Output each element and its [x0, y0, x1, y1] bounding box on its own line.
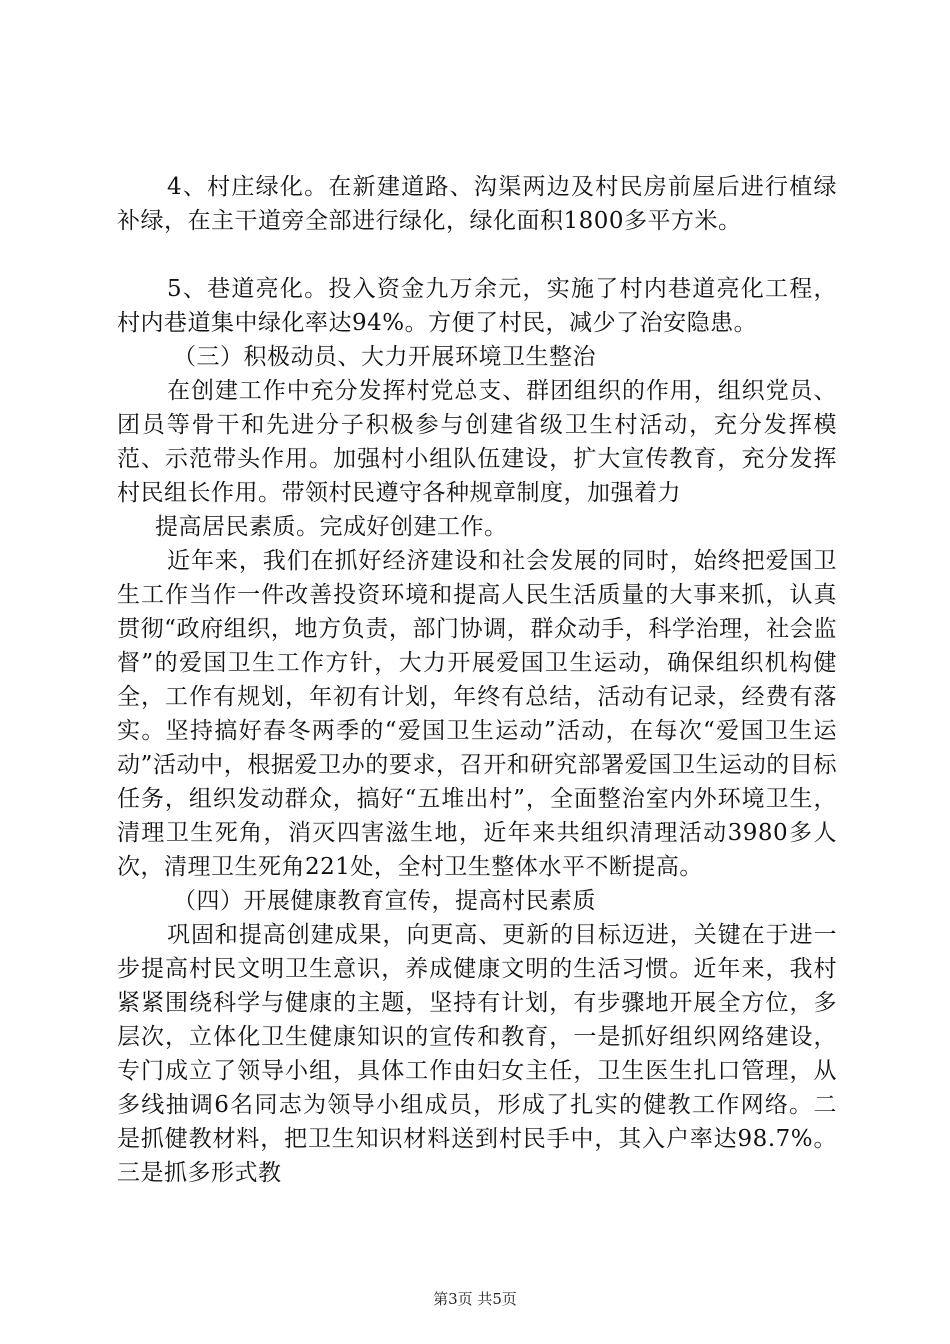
section-heading-4: （四）开展健康教育宣传，提高村民素质 — [173, 888, 596, 914]
paragraph-gap — [117, 238, 837, 272]
paragraph-lane-lighting: 5、巷道亮化。投入资金九万余元，实施了村内巷道亮化工程，村内巷道集中绿化率达94%。方便了村民，减少了治安隐患。 — [117, 276, 837, 336]
paragraph-mobilization-cont: 提高居民素质。完成好创建工作。 — [155, 514, 508, 540]
paragraph-mobilization: 在创建工作中充分发挥村党总支、群团组织的作用，组织党员、团员等骨干和先进分子积极参与创建省级卫生村活动，充分发挥模范、示范带头作用。加强村小组队伍建设，扩大宣传教育，充分发挥村民组长作用。带领村民遵守各种规章制度，加强着力 — [117, 378, 837, 506]
document-body — [117, 170, 837, 1190]
paragraph-patriotic-health: 近年来，我们在抓好经济建设和社会发展的同时，始终把爱国卫生工作当作一件改善投资环境和提高人民生活质量的大事来抓，认真贯彻“政府组织，地方负责，部门协调，群众动手，科学治理，社会监督”的爱国卫生工作方针，大力开展爱国卫生运动，确保组织机构健全，工作有规划，年初有计划，年终有总结，活动有记录，经费有落实。坚持搞好春冬两季的“爱国卫生运动”活动，在每次“爱国卫生运动”活动中，根据爱卫办的要求，召开和研究部署爱国卫生运动的目标任务，组织发动群众，搞好“五堆出村”，全面整治室内外环境卫生，清理卫生死角，消灭四害滋生地，近年来共组织清理活动3980多人次，清理卫生死角221处，全村卫生整体水平不断提高。 — [117, 548, 837, 880]
paragraph-health-education: 巩固和提高创建成果，向更高、更新的目标迈进，关键在于进一步提高村民文明卫生意识，养成健康文明的生活习惯。近年来，我村紧紧围绕科学与健康的主题，坚持有计划，有步骤地开展全方位，多层次，立体化卫生健康知识的宣传和教育，一是抓好组织网络建设，专门成立了领导小组，具体工作由妇女主任，卫生医生扎口管理，从多线抽调6名同志为领导小组成员，形成了扎实的健教工作网络。二是抓健教材料，把卫生知识材料送到村民手中，其入户率达98.7%。三是抓多形式教 — [117, 922, 837, 1186]
paragraph-village-greening: 4、村庄绿化。在新建道路、沟渠两边及村民房前屋后进行植绿补绿，在主干道旁全部进行绿化，绿化面积1800多平方米。 — [117, 174, 837, 234]
page-footer: 第3页 共5页 — [433, 1290, 517, 1308]
section-heading-3: （三）积极动员、大力开展环境卫生整治 — [173, 344, 596, 370]
